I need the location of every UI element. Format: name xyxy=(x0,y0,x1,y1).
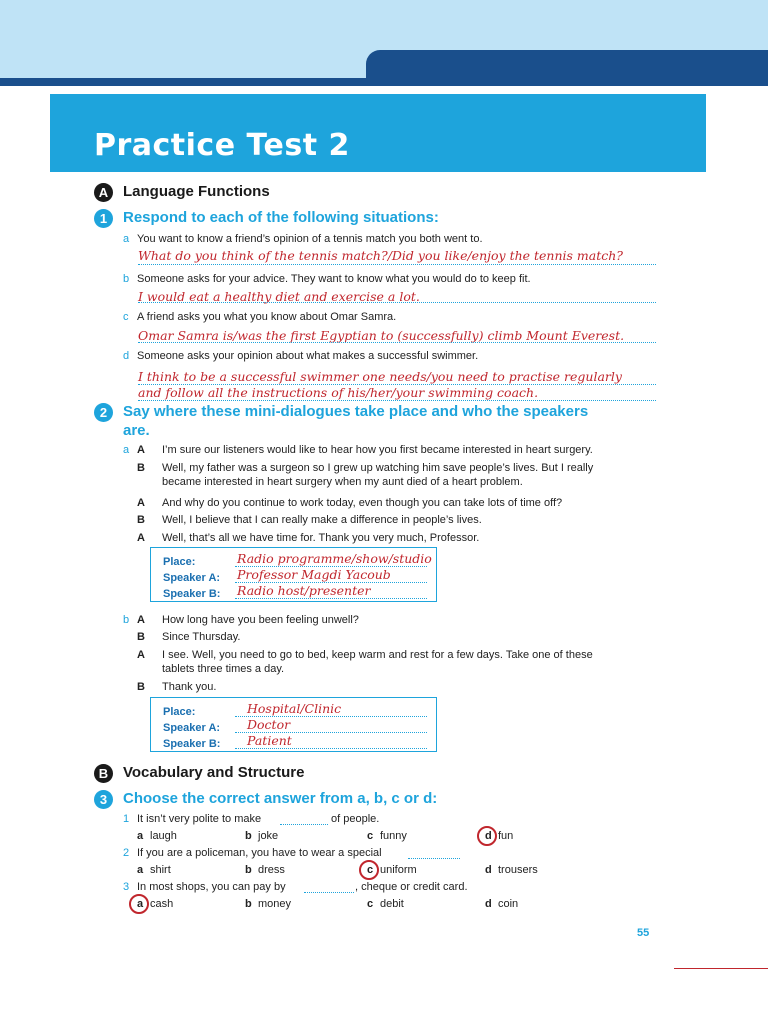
blank-line xyxy=(280,824,328,825)
speaker-b-label: Speaker B: xyxy=(163,588,221,600)
dialogue-line: Thank you. xyxy=(162,681,217,693)
speaker-tag: B xyxy=(137,462,145,474)
answer-line xyxy=(138,302,656,303)
question-1-badge: 1 xyxy=(94,209,113,228)
blank-line xyxy=(408,858,460,859)
answer-box-b xyxy=(150,697,437,752)
speaker-b-answer: Radio host/presenter xyxy=(237,583,371,598)
speaker-a-answer: Professor Magdi Yacoub xyxy=(237,567,391,582)
dialogue-line: I see. Well, you need to go to bed, keep warm and rest for a few days. Take one of these xyxy=(162,649,593,661)
option-letter[interactable]: b xyxy=(245,830,252,842)
title-bar xyxy=(50,94,706,172)
header-rule xyxy=(0,78,768,86)
footer-rule xyxy=(674,968,768,969)
option-text[interactable]: trousers xyxy=(498,864,538,876)
speaker-tag: B xyxy=(137,631,145,643)
page-number: 55 xyxy=(637,927,650,939)
q3-item-3-number: 3 xyxy=(123,881,130,893)
dialogue-a-label: a xyxy=(123,444,130,456)
option-text[interactable]: joke xyxy=(258,830,279,842)
option-letter[interactable]: d xyxy=(485,864,492,876)
option-text[interactable]: funny xyxy=(380,830,407,842)
question-1-title: Respond to each of the following situations: xyxy=(123,209,439,226)
answer-line xyxy=(235,598,427,599)
option-text[interactable]: laugh xyxy=(150,830,177,842)
answer-line xyxy=(235,748,427,749)
speaker-tag: A xyxy=(137,614,145,626)
place-answer: Radio programme/show/studio xyxy=(237,551,432,566)
blank-line xyxy=(304,892,354,893)
place-answer: Hospital/Clinic xyxy=(247,701,342,716)
option-text[interactable]: debit xyxy=(380,898,404,910)
dialogue-line: Well, I believe that I can really make a difference in people’s lives. xyxy=(162,514,482,526)
speaker-b-label: Speaker B: xyxy=(163,738,221,750)
selected-answer-circle xyxy=(129,894,149,914)
speaker-a-answer: Doctor xyxy=(247,717,291,732)
option-letter[interactable]: c xyxy=(367,830,374,842)
q1-item-d-answer-line2: and follow all the instructions of his/her/your swimming coach. xyxy=(138,385,539,400)
dialogue-line: Well, my father was a surgeon so I grew up watching him save people’s lives. But I really xyxy=(162,462,594,474)
q1-item-b-label: b xyxy=(123,273,130,285)
dialogue-line: Well, that’s all we have time for. Thank you very much, Professor. xyxy=(162,532,480,544)
option-text[interactable]: money xyxy=(258,898,292,910)
answer-line xyxy=(138,342,656,343)
q3-item-1-number: 1 xyxy=(123,813,130,825)
q1-item-d-label: d xyxy=(123,350,130,362)
answer-line xyxy=(138,264,656,265)
speaker-tag: A xyxy=(137,649,145,661)
place-label: Place: xyxy=(163,556,196,568)
section-a-badge: A xyxy=(94,183,113,202)
speaker-tag: B xyxy=(137,681,145,693)
selected-answer-circle xyxy=(477,826,497,846)
q1-item-a-answer: What do you think of the tennis match?/Did you like/enjoy the tennis match? xyxy=(138,248,624,263)
q1-item-c-answer: Omar Samra is/was the first Egyptian to (successfully) climb Mount Everest. xyxy=(138,328,625,343)
dialogue-line-cont: tablets three times a day. xyxy=(162,663,285,675)
option-text[interactable]: cash xyxy=(150,898,174,910)
option-text[interactable]: fun xyxy=(498,830,514,842)
question-2-title-line1: Say where these mini-dialogues take place and who the speakers xyxy=(123,403,589,420)
q3-item-1-text-after: of people. xyxy=(331,813,380,825)
section-b-badge: B xyxy=(94,764,113,783)
section-b-title: Vocabulary and Structure xyxy=(123,764,305,781)
option-text[interactable]: dress xyxy=(258,864,285,876)
speaker-tag: A xyxy=(137,444,145,456)
option-letter[interactable]: d xyxy=(485,898,492,910)
speaker-tag: B xyxy=(137,514,145,526)
section-a-title: Language Functions xyxy=(123,183,270,200)
option-letter[interactable]: a xyxy=(137,864,144,876)
q3-item-2-text-before: If you are a policeman, you have to wear a special xyxy=(137,847,382,859)
question-3-title: Choose the correct answer from a, b, c or d: xyxy=(123,790,438,807)
q3-item-1-text-before: It isn’t very polite to make xyxy=(137,813,262,825)
option-letter[interactable]: c xyxy=(367,864,374,876)
q3-item-3-text-after: , cheque or credit card. xyxy=(355,881,468,893)
q1-item-d-prompt: Someone asks your opinion about what makes a successful swimmer. xyxy=(137,350,479,362)
q1-item-c-label: c xyxy=(123,311,129,323)
q1-item-a-prompt: You want to know a friend’s opinion of a tennis match you both went to. xyxy=(137,233,483,245)
option-letter[interactable]: b xyxy=(245,864,252,876)
option-letter[interactable]: a xyxy=(137,830,144,842)
speaker-tag: A xyxy=(137,532,145,544)
option-text[interactable]: coin xyxy=(498,898,519,910)
q3-item-2-number: 2 xyxy=(123,847,130,859)
q3-item-3-text-before: In most shops, you can pay by xyxy=(137,881,286,893)
q1-item-b-answer: I would eat a healthy diet and exercise a lot. xyxy=(138,289,420,304)
speaker-a-label: Speaker A: xyxy=(163,572,221,584)
speaker-b-answer: Patient xyxy=(247,733,292,748)
option-letter[interactable]: c xyxy=(367,898,374,910)
dialogue-line: Since Thursday. xyxy=(162,631,241,643)
dialogue-line: I’m sure our listeners would like to hear how you first became interested in heart surgery. xyxy=(162,444,593,456)
page-title: Practice Test 2 xyxy=(94,128,350,163)
q1-item-c-prompt: A friend asks you what you know about Omar Samra. xyxy=(137,311,397,323)
selected-answer-circle xyxy=(359,860,379,880)
q1-item-d-answer-line1: I think to be a successful swimmer one needs/you need to practise regularly xyxy=(138,369,622,384)
dialogue-line: And why do you continue to work today, even though you can take lots of time off? xyxy=(162,497,563,509)
answer-line xyxy=(138,400,656,401)
answer-box-a xyxy=(150,547,437,602)
question-2-badge: 2 xyxy=(94,403,113,422)
q1-item-b-prompt: Someone asks for your advice. They want to know what you would do to keep fit. xyxy=(137,273,531,285)
question-2-title-line2: are. xyxy=(123,422,150,439)
speaker-a-label: Speaker A: xyxy=(163,722,221,734)
option-letter[interactable]: a xyxy=(137,898,144,910)
place-label: Place: xyxy=(163,706,196,718)
speaker-tag: A xyxy=(137,497,145,509)
dialogue-line: How long have you been feeling unwell? xyxy=(162,614,359,626)
question-3-badge: 3 xyxy=(94,790,113,809)
q1-item-a-label: a xyxy=(123,233,130,245)
option-text[interactable]: uniform xyxy=(380,864,417,876)
option-letter[interactable]: d xyxy=(485,830,492,842)
dialogue-line-cont: became interested in heart surgery when my aunt died of a heart problem. xyxy=(162,476,523,488)
option-letter[interactable]: b xyxy=(245,898,252,910)
option-text[interactable]: shirt xyxy=(150,864,171,876)
dialogue-b-label: b xyxy=(123,614,130,626)
